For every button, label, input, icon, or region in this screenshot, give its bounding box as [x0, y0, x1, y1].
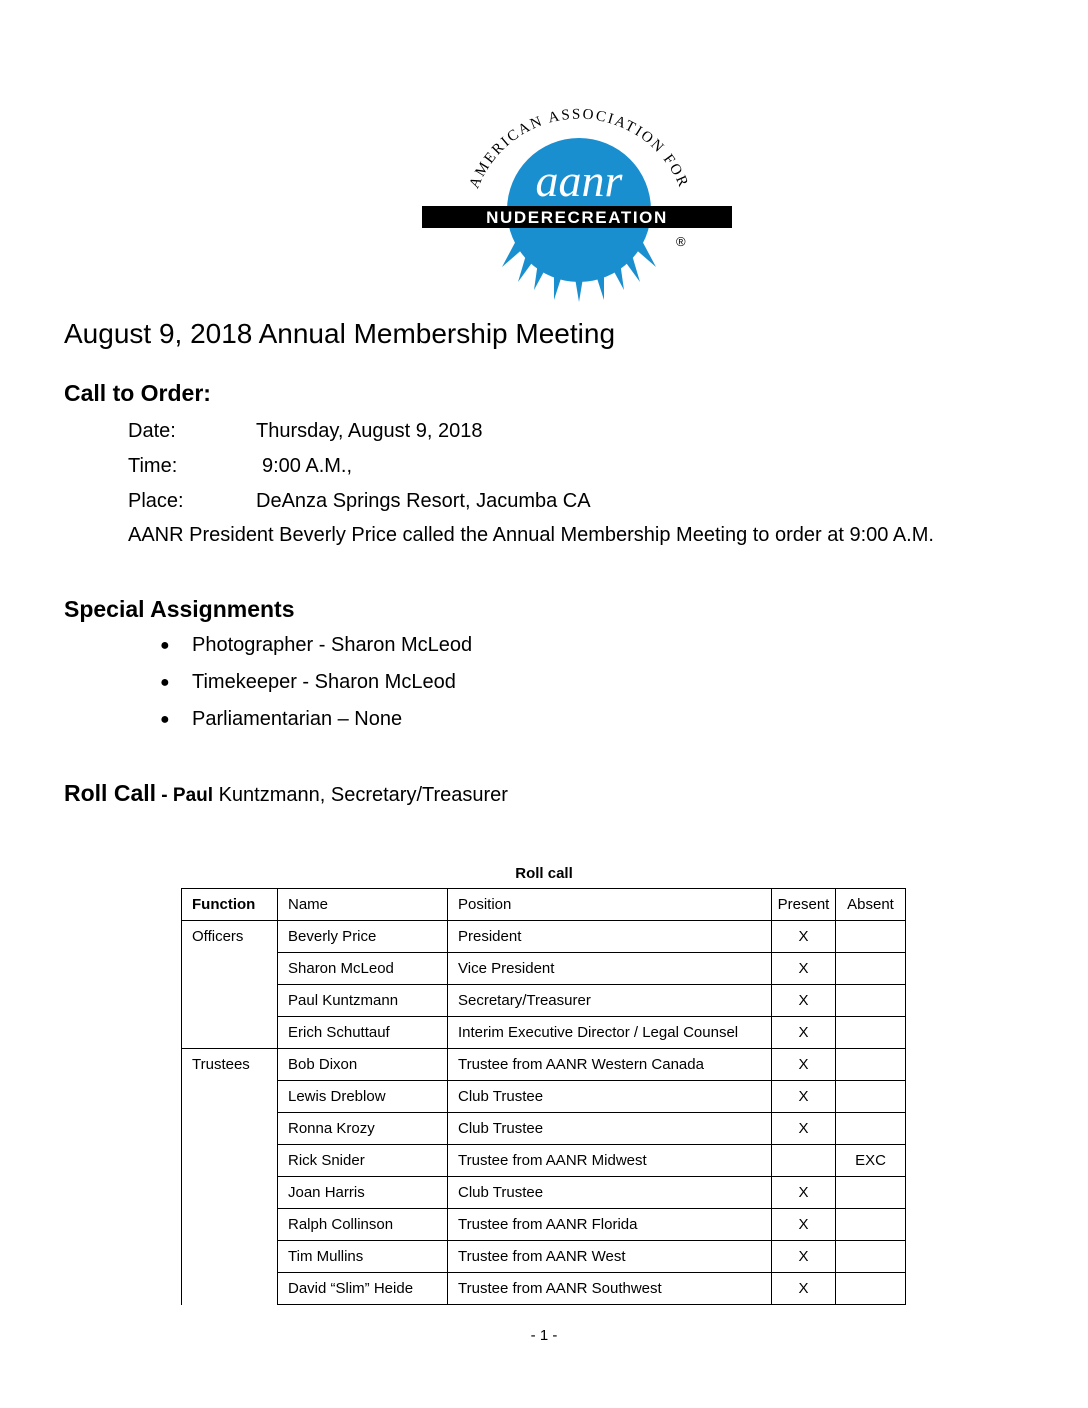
table-caption: Roll call — [515, 865, 573, 882]
name-cell: Ralph Collinson — [278, 1209, 448, 1241]
function-cell — [182, 1209, 278, 1241]
table-row — [182, 1049, 906, 1081]
table-row — [182, 1209, 906, 1241]
function-cell: Trustees — [182, 1049, 278, 1081]
present-cell: X — [772, 1113, 836, 1145]
table-row — [182, 1081, 906, 1113]
name-cell: Ronna Krozy — [278, 1113, 448, 1145]
function-cell — [182, 1241, 278, 1273]
function-cell — [182, 1273, 278, 1305]
aanr-logo-graphic — [414, 92, 744, 308]
logo-center-text: aanr — [535, 155, 623, 206]
absent-cell — [836, 1209, 906, 1241]
roll-call-first-name: Paul — [172, 785, 214, 806]
absent-cell — [836, 985, 906, 1017]
present-cell: X — [772, 1017, 836, 1049]
header-absent: Absent — [836, 889, 906, 921]
special-assignments-heading: Special Assignments — [64, 596, 295, 622]
table-row — [182, 985, 906, 1017]
absent-cell — [836, 1081, 906, 1113]
place-value: DeAnza Springs Resort, Jacumba CA — [256, 490, 591, 512]
list-item — [160, 708, 472, 745]
position-cell: Secretary/Treasurer — [448, 985, 772, 1017]
special-assignments-list — [160, 634, 472, 745]
position-cell: Trustee from AANR Florida — [448, 1209, 772, 1241]
function-cell — [182, 1177, 278, 1209]
table-row — [182, 1113, 906, 1145]
table-row — [182, 921, 906, 953]
absent-cell — [836, 953, 906, 985]
roll-call-title: Roll Call — [64, 780, 157, 806]
page-title: August 9, 2018 Annual Membership Meeting — [64, 318, 616, 349]
table-header-row — [182, 889, 906, 921]
table-row — [182, 953, 906, 985]
present-cell: X — [772, 1273, 836, 1305]
absent-cell: EXC — [836, 1145, 906, 1177]
present-cell: X — [772, 1081, 836, 1113]
present-cell: X — [772, 953, 836, 985]
position-cell: Interim Executive Director / Legal Counsel — [448, 1017, 772, 1049]
bullet-icon: ● — [160, 637, 170, 654]
present-cell: X — [772, 1209, 836, 1241]
function-cell — [182, 985, 278, 1017]
present-cell — [772, 1145, 836, 1177]
time-row — [128, 455, 353, 478]
function-cell — [182, 953, 278, 985]
position-cell: Trustee from AANR Western Canada — [448, 1049, 772, 1081]
table-row — [182, 1241, 906, 1273]
roll-call-rest: Kuntzmann, Secretary/Treasurer — [213, 784, 508, 806]
position-cell: Club Trustee — [448, 1113, 772, 1145]
name-cell: Erich Schuttauf — [278, 1017, 448, 1049]
header-name: Name — [278, 889, 448, 921]
assignment-text: Parliamentarian – None — [192, 708, 403, 730]
present-cell: X — [772, 1177, 836, 1209]
absent-cell — [836, 1273, 906, 1305]
position-cell: Trustee from AANR West — [448, 1241, 772, 1273]
aanr-logo — [414, 92, 744, 308]
position-cell: President — [448, 921, 772, 953]
name-cell: Joan Harris — [278, 1177, 448, 1209]
absent-cell — [836, 921, 906, 953]
name-cell: Paul Kuntzmann — [278, 985, 448, 1017]
place-label: Place: — [128, 490, 184, 512]
name-cell: Tim Mullins — [278, 1241, 448, 1273]
name-cell: Beverly Price — [278, 921, 448, 953]
name-cell: Bob Dixon — [278, 1049, 448, 1081]
place-row — [128, 490, 591, 513]
name-cell: Lewis Dreblow — [278, 1081, 448, 1113]
position-cell: Vice President — [448, 953, 772, 985]
position-cell: Trustee from AANR Midwest — [448, 1145, 772, 1177]
header-function: Function — [182, 889, 278, 921]
bullet-icon: ● — [160, 711, 170, 728]
table-row — [182, 1273, 906, 1305]
bullet-icon: ● — [160, 674, 170, 691]
header-position: Position — [448, 889, 772, 921]
absent-cell — [836, 1113, 906, 1145]
present-cell: X — [772, 985, 836, 1017]
function-cell — [182, 1081, 278, 1113]
roll-call-table — [181, 888, 906, 1305]
absent-cell — [836, 1177, 906, 1209]
time-label: Time: — [128, 455, 178, 477]
function-cell — [182, 1017, 278, 1049]
roll-call-dash: - — [156, 785, 173, 806]
position-cell: Club Trustee — [448, 1177, 772, 1209]
present-cell: X — [772, 921, 836, 953]
assignment-text: Timekeeper - Sharon McLeod — [192, 671, 456, 693]
list-item — [160, 671, 472, 708]
logo-banner-text: NUDERECREATION — [486, 208, 668, 227]
table-row — [182, 1017, 906, 1049]
position-cell: Club Trustee — [448, 1081, 772, 1113]
date-label: Date: — [128, 420, 176, 442]
present-cell: X — [772, 1241, 836, 1273]
assignment-text: Photographer - Sharon McLeod — [192, 634, 473, 656]
absent-cell — [836, 1017, 906, 1049]
registered-mark: ® — [676, 234, 686, 249]
name-cell: David “Slim” Heide — [278, 1273, 448, 1305]
table-row — [182, 1145, 906, 1177]
logo-arc-text: AMERICAN ASSOCIATION FOR — [466, 106, 692, 191]
function-cell: Officers — [182, 921, 278, 953]
page-number: - 1 - — [530, 1327, 558, 1344]
date-row — [128, 420, 483, 443]
function-cell — [182, 1145, 278, 1177]
header-present: Present — [772, 889, 836, 921]
absent-cell — [836, 1241, 906, 1273]
call-to-order-statement: AANR President Beverly Price called the Annual Membership Meeting to order at 9:00 A.M. — [128, 524, 934, 546]
name-cell: Sharon McLeod — [278, 953, 448, 985]
name-cell: Rick Snider — [278, 1145, 448, 1177]
function-cell — [182, 1113, 278, 1145]
position-cell: Trustee from AANR Southwest — [448, 1273, 772, 1305]
list-item — [160, 634, 472, 671]
absent-cell — [836, 1049, 906, 1081]
present-cell: X — [772, 1049, 836, 1081]
date-value: Thursday, August 9, 2018 — [256, 420, 483, 442]
table-row — [182, 1177, 906, 1209]
time-value: 9:00 A.M., — [262, 455, 353, 477]
call-to-order-heading: Call to Order: — [64, 380, 211, 406]
roll-call-heading — [64, 780, 508, 807]
